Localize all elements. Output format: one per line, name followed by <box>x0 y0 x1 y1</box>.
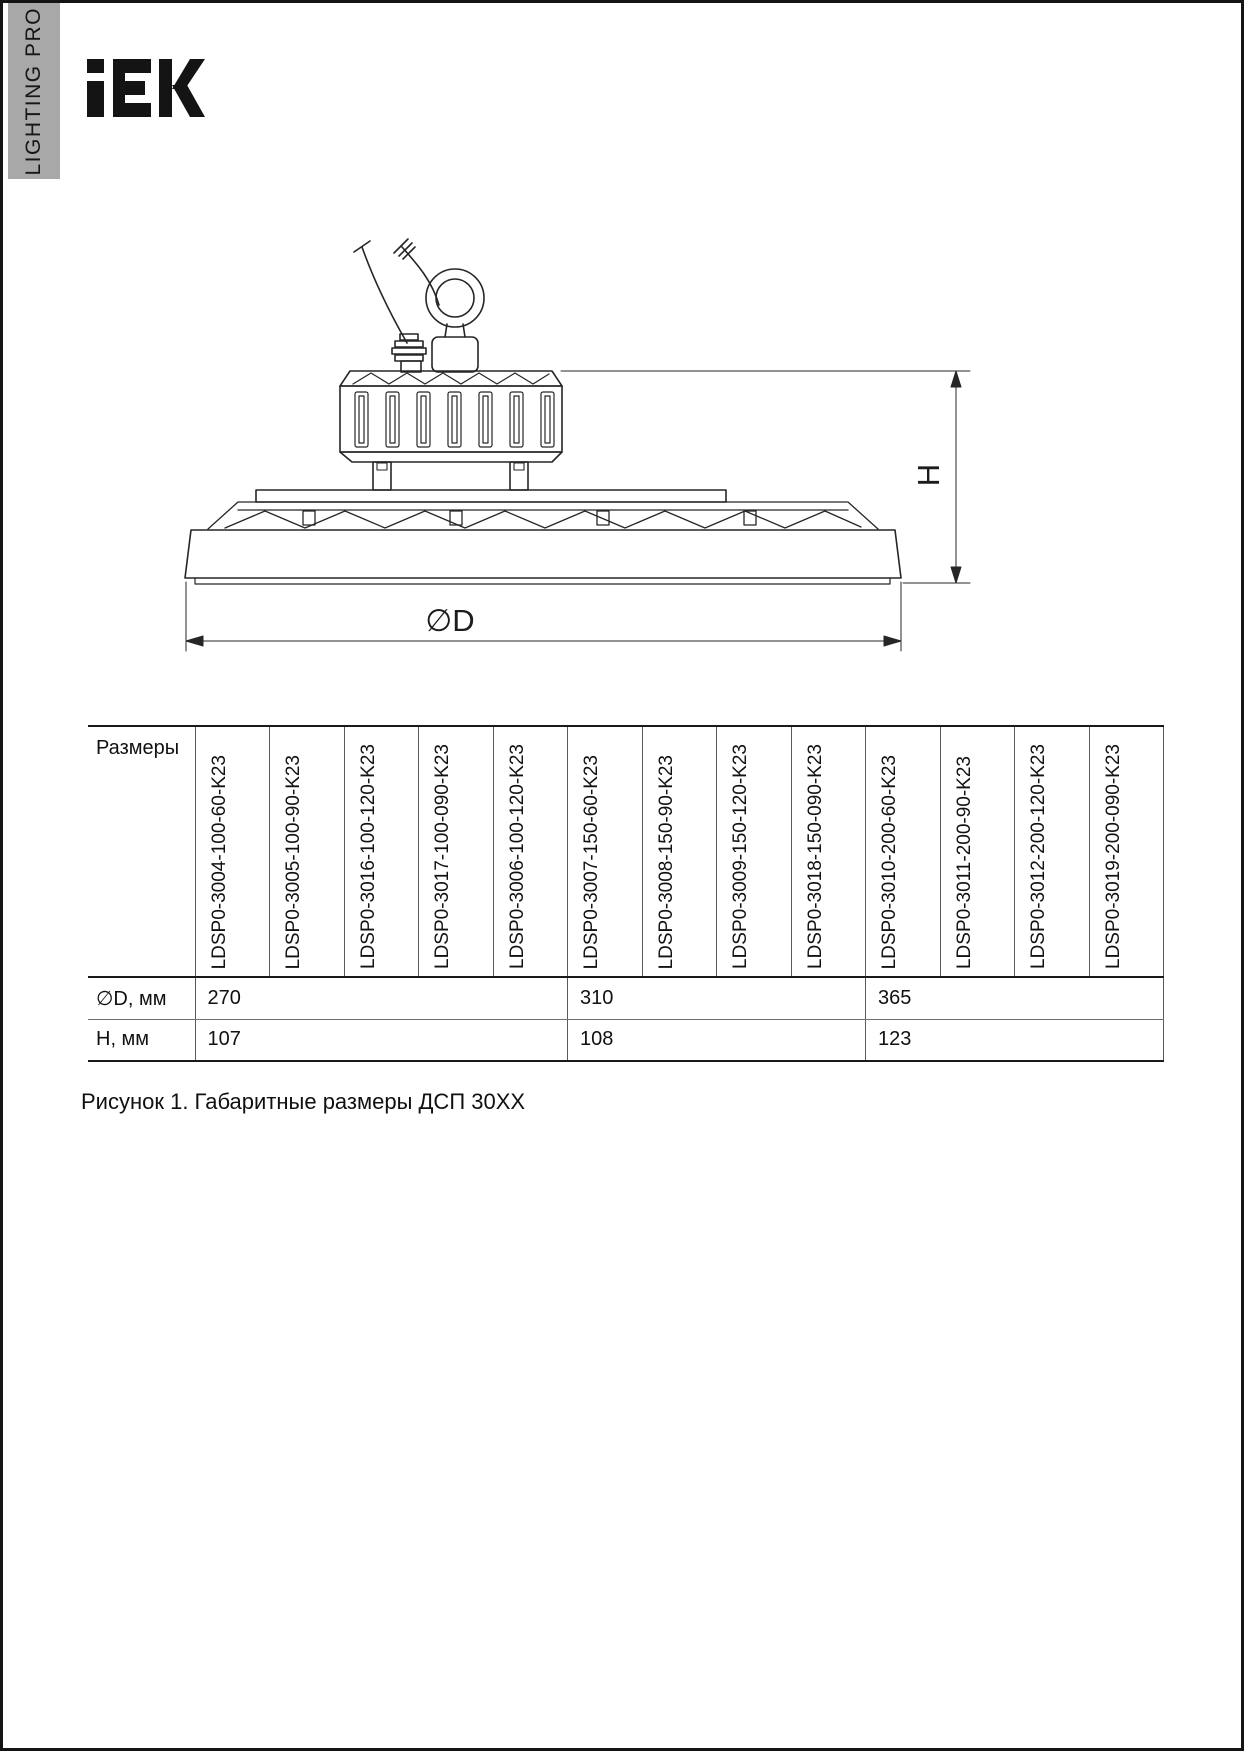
dimension-height <box>561 371 970 583</box>
figure-caption: Рисунок 1. Габаритные размеры ДСП 30ХХ <box>81 1089 526 1114</box>
diameter-value-cell: 365 <box>866 977 1164 1019</box>
model-column-header: LDSP0-3008-150-90-K23 <box>642 726 717 977</box>
height-row-label-cell <box>88 1019 195 1061</box>
model-column-header: LDSP0-3004-100-60-K23 <box>195 726 270 977</box>
brand-sidebar <box>8 3 60 179</box>
corner-header-cell <box>88 726 195 977</box>
diameter-value-cell: 310 <box>568 977 866 1019</box>
heatsink-drum <box>340 371 562 462</box>
diameter-row-label-cell <box>88 977 195 1019</box>
height-value-cell: 107 <box>195 1019 568 1061</box>
height-row-label: H, мм <box>96 1028 150 1051</box>
model-column-header: LDSP0-3007-150-60-K23 <box>568 726 643 977</box>
model-column-header: LDSP0-3018-150-090-K23 <box>791 726 866 977</box>
figure-drawing <box>153 203 1013 673</box>
model-column-header: LDSP0-3006-100-120-K23 <box>493 726 568 977</box>
model-column-header: LDSP0-3019-200-090-K23 <box>1089 726 1164 977</box>
diameter-value-cell: 270 <box>195 977 568 1019</box>
model-column-header: LDSP0-3017-100-090-K23 <box>419 726 494 977</box>
model-column-header: LDSP0-3016-100-120-K23 <box>344 726 419 977</box>
cable-gland <box>392 334 426 372</box>
model-column-header: LDSP0-3012-200-120-K23 <box>1015 726 1090 977</box>
height-value-cell: 123 <box>866 1019 1164 1061</box>
diameter-row-label: ∅D, мм <box>96 987 167 1010</box>
model-column-header: LDSP0-3009-150-120-K23 <box>717 726 792 977</box>
eye-bolt <box>426 269 484 372</box>
dimension-height-label: H <box>911 463 946 487</box>
luminaire-drawing <box>153 203 1013 673</box>
model-column-header: LDSP0-3005-100-90-K23 <box>270 726 345 977</box>
height-value-cell: 108 <box>568 1019 866 1061</box>
support-posts <box>256 462 726 502</box>
corner-header-label: Размеры <box>96 737 180 759</box>
dimension-diameter <box>186 582 901 651</box>
body-disc <box>185 530 901 584</box>
brand-sidebar-label: LIGHTING PRO <box>22 6 45 176</box>
iek-logo <box>87 59 205 122</box>
model-column-header: LDSP0-3010-200-60-K23 <box>866 726 941 977</box>
truss-ring <box>208 502 878 529</box>
iek-logo-icon <box>87 59 205 117</box>
dimensions-table <box>88 725 1164 1062</box>
model-column-header: LDSP0-3011-200-90-K23 <box>940 726 1015 977</box>
dimension-diameter-label: ∅D <box>425 603 475 638</box>
